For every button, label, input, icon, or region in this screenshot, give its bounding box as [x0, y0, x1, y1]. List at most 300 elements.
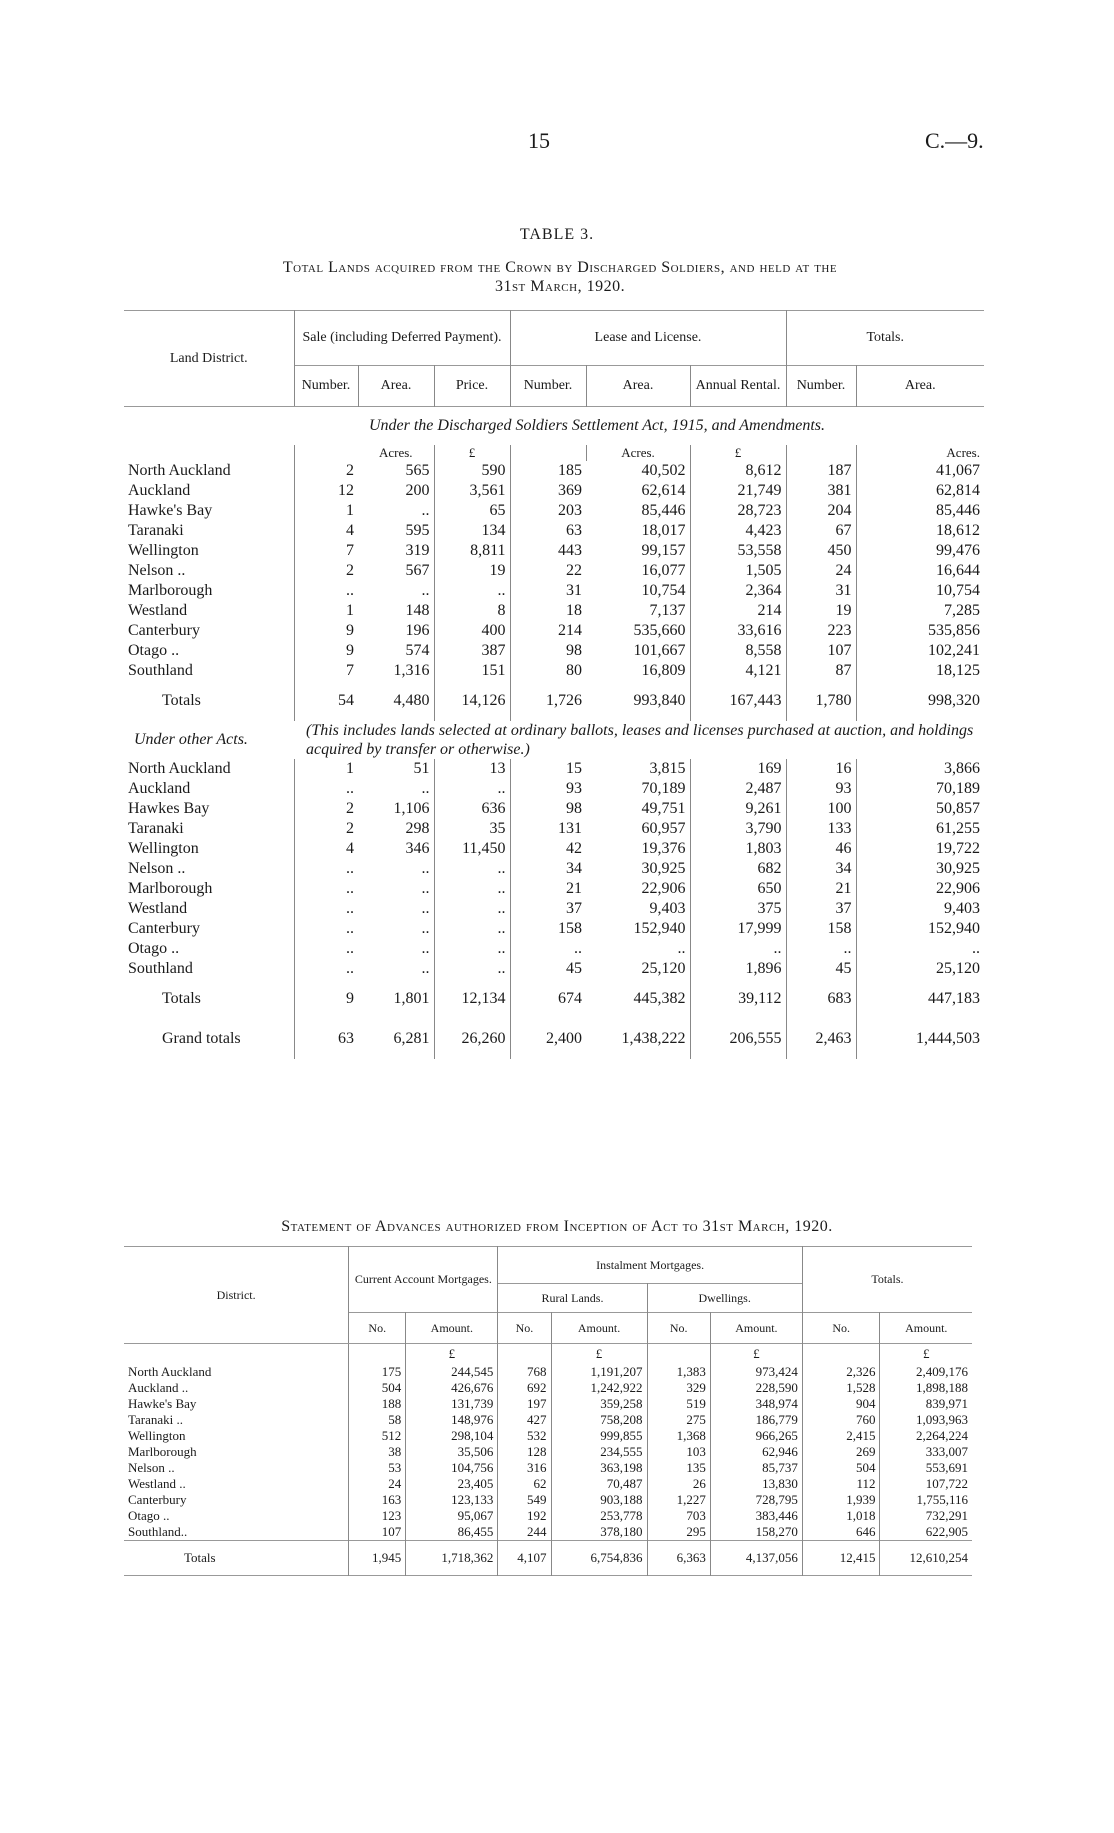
sale-number: .. — [294, 879, 358, 899]
tot-amount: 1,898,188 — [880, 1380, 972, 1396]
district-name: Otago .. — [128, 1508, 170, 1523]
ca-amount: 104,756 — [406, 1460, 498, 1476]
ca-no: 512 — [349, 1428, 406, 1444]
sale-price: .. — [434, 859, 510, 879]
tot-amount: 553,691 — [880, 1460, 972, 1476]
ca-amount: 426,676 — [406, 1380, 498, 1396]
annual-rental: 1,896 — [690, 959, 786, 979]
sale-number: 1 — [294, 601, 358, 621]
tot-amount: 1,755,116 — [880, 1492, 972, 1508]
dwell-amount: 13,830 — [710, 1476, 802, 1492]
sale-number: .. — [294, 959, 358, 979]
rural-amount: 70,487 — [551, 1476, 647, 1492]
district-name: Southland — [128, 960, 193, 977]
tot-amount: 2,409,176 — [880, 1364, 972, 1380]
sale-number: 63 — [294, 1019, 358, 1059]
sale-price: .. — [434, 899, 510, 919]
sale-area: .. — [421, 582, 430, 599]
dwell-amount: 728,795 — [710, 1492, 802, 1508]
rural-no: 128 — [498, 1444, 551, 1460]
unit-pound: £ — [551, 1344, 647, 1365]
table-row — [124, 561, 984, 581]
district-name: Canterbury — [128, 1492, 187, 1507]
dwell-amount: 85,737 — [710, 1460, 802, 1476]
tot-amount: 2,264,224 — [880, 1428, 972, 1444]
ca-amount: 23,405 — [406, 1476, 498, 1492]
table-row — [124, 521, 984, 541]
lease-area: .. — [677, 940, 686, 957]
annual-rental: 9,261 — [690, 799, 786, 819]
annual-rental: 682 — [690, 859, 786, 879]
page-number: 15 — [528, 128, 550, 153]
district-name: Auckland — [128, 482, 191, 499]
sale-number: 1 — [294, 759, 358, 779]
lease-area: 19,376 — [641, 840, 686, 857]
section2-note: (This includes lands selected at ordinary ballots, leases and licenses purchased at auction, and holdings acquired by transfer or otherwise.) — [306, 722, 974, 758]
table-row — [124, 959, 984, 979]
lease-area: 99,157 — [641, 542, 686, 559]
sale-price: .. — [434, 919, 510, 939]
district-name: Hawke's Bay — [128, 502, 213, 519]
annual-rental: 375 — [690, 899, 786, 919]
dwell-no: 295 — [647, 1524, 710, 1541]
dwell-no: 519 — [647, 1396, 710, 1412]
totals-area: 22,906 — [856, 879, 984, 899]
rural-no: 197 — [498, 1396, 551, 1412]
ca-no: 53 — [349, 1460, 406, 1476]
totals-area: 18,612 — [856, 521, 984, 541]
dwell-no: 703 — [647, 1508, 710, 1524]
totals-number: 450 — [786, 541, 856, 561]
totals-number: 34 — [786, 859, 856, 879]
table-row — [124, 939, 984, 959]
sale-price: .. — [434, 581, 510, 601]
district-name: Taranaki .. — [128, 1412, 184, 1427]
totals-number: 1,780 — [786, 681, 856, 721]
rural-no: 427 — [498, 1412, 551, 1428]
sale-area: .. — [421, 780, 430, 797]
dwell-no: 135 — [647, 1460, 710, 1476]
statement-table — [124, 1246, 972, 1576]
district-name: Nelson .. — [128, 562, 186, 579]
col-district: District. — [124, 1247, 349, 1344]
annual-rental: 2,364 — [690, 581, 786, 601]
totals-number: 100 — [786, 799, 856, 819]
sale-price: 400 — [434, 621, 510, 641]
lease-area: 3,815 — [649, 760, 686, 777]
district-name: Westland .. — [128, 1476, 186, 1491]
section1-heading: Under the Discharged Soldiers Settlement Act, 1915, and Amendments. — [368, 417, 826, 434]
annual-rental: 4,423 — [690, 521, 786, 541]
sale-area: 346 — [405, 840, 430, 857]
totals-area: 152,940 — [856, 919, 984, 939]
lease-number: 1,726 — [510, 681, 586, 721]
tot-no: 2,326 — [802, 1364, 880, 1380]
district-name: Taranaki — [128, 522, 184, 539]
ca-no: 188 — [349, 1396, 406, 1412]
col-ca-no: No. — [349, 1313, 406, 1344]
totals-number: 683 — [786, 979, 856, 1019]
totals-area: 50,857 — [856, 799, 984, 819]
unit-acres: Acres. — [586, 445, 690, 461]
annual-rental: 33,616 — [690, 621, 786, 641]
rural-amount: 903,188 — [551, 1492, 647, 1508]
tot-no: 904 — [802, 1396, 880, 1412]
dwell-no: 1,368 — [647, 1428, 710, 1444]
col-lease-number: Number. — [510, 366, 586, 407]
tot-amount: 732,291 — [880, 1508, 972, 1524]
unit-pound: £ — [710, 1344, 802, 1365]
totals-area: 85,446 — [856, 501, 984, 521]
sale-price: 387 — [434, 641, 510, 661]
col-totals-number: Number. — [786, 366, 856, 407]
rural-no: 768 — [498, 1364, 551, 1380]
col-ca-amount: Amount. — [406, 1313, 498, 1344]
table-row — [124, 1428, 972, 1444]
totals-area: 70,189 — [856, 779, 984, 799]
tot-amount: 1,093,963 — [880, 1412, 972, 1428]
sale-price: 12,134 — [434, 979, 510, 1019]
rural-amount: 999,855 — [551, 1428, 647, 1444]
lease-area: 60,957 — [641, 820, 686, 837]
table-row — [124, 1460, 972, 1476]
ca-no: 58 — [349, 1412, 406, 1428]
sale-price: 134 — [434, 521, 510, 541]
rural-amount: 363,198 — [551, 1460, 647, 1476]
ca-amount: 244,545 — [406, 1364, 498, 1380]
rural-no: 532 — [498, 1428, 551, 1444]
tot-no: 646 — [802, 1524, 880, 1541]
dwell-amount: 158,270 — [710, 1524, 802, 1541]
grp-current-account: Current Account Mortgages. — [349, 1247, 498, 1313]
table-row — [124, 879, 984, 899]
col-tot-amount: Amount. — [880, 1313, 972, 1344]
totals-number: 21 — [786, 879, 856, 899]
sale-number: 54 — [294, 681, 358, 721]
rural-amount: 1,242,922 — [551, 1380, 647, 1396]
col-dwell-no: No. — [647, 1313, 710, 1344]
sale-price: 11,450 — [434, 839, 510, 859]
totals-area: 62,814 — [856, 481, 984, 501]
lease-area: 49,751 — [641, 800, 686, 817]
ca-no: 1,945 — [349, 1541, 406, 1576]
sale-number: 7 — [294, 541, 358, 561]
lease-number: .. — [510, 939, 586, 959]
totals-area: 30,925 — [856, 859, 984, 879]
totals-number: 19 — [786, 601, 856, 621]
dwell-amount: 62,946 — [710, 1444, 802, 1460]
sale-price: 590 — [434, 461, 510, 481]
lease-area: 25,120 — [641, 960, 686, 977]
totals-number: 24 — [786, 561, 856, 581]
annual-rental: 21,749 — [690, 481, 786, 501]
district-name: Marlborough — [128, 582, 213, 599]
district-name: Wellington — [128, 1428, 186, 1443]
table-row — [124, 759, 984, 779]
totals-area: 61,255 — [856, 819, 984, 839]
dwell-no: 1,227 — [647, 1492, 710, 1508]
rural-no: 316 — [498, 1460, 551, 1476]
table3 — [124, 310, 984, 1059]
table3-subtitle-line2: 31st March, 1920. — [494, 278, 626, 295]
grp-instalment: Instalment Mortgages. — [498, 1247, 802, 1284]
table3-title: TABLE 3. — [519, 226, 595, 243]
dwell-amount: 348,974 — [710, 1396, 802, 1412]
col-rural-no: No. — [498, 1313, 551, 1344]
totals-number: 45 — [786, 959, 856, 979]
lease-number: 674 — [510, 979, 586, 1019]
rural-amount: 6,754,836 — [551, 1541, 647, 1576]
totals-number: 37 — [786, 899, 856, 919]
tot-no: 504 — [802, 1460, 880, 1476]
dwell-amount: 228,590 — [710, 1380, 802, 1396]
sale-number: 9 — [294, 641, 358, 661]
totals-number: 133 — [786, 819, 856, 839]
totals-number: .. — [786, 939, 856, 959]
rural-no: 4,107 — [498, 1541, 551, 1576]
district-name: Wellington — [128, 542, 199, 559]
tot-no: 2,415 — [802, 1428, 880, 1444]
lease-area: 18,017 — [641, 522, 686, 539]
sale-area: 1,106 — [393, 800, 430, 817]
totals-number: 93 — [786, 779, 856, 799]
sale-area: .. — [421, 880, 430, 897]
rural-no: 244 — [498, 1524, 551, 1541]
lease-area: 7,137 — [649, 602, 686, 619]
table-row — [124, 1396, 972, 1412]
lease-area: 85,446 — [641, 502, 686, 519]
lease-area: 445,382 — [633, 990, 686, 1007]
rural-no: 192 — [498, 1508, 551, 1524]
totals-area: 9,403 — [856, 899, 984, 919]
totals-area: 3,866 — [856, 759, 984, 779]
table-row — [124, 839, 984, 859]
sale-price: .. — [434, 959, 510, 979]
sale-number: 9 — [294, 621, 358, 641]
sale-area: .. — [421, 860, 430, 877]
table-row — [124, 1492, 972, 1508]
annual-rental: 39,112 — [690, 979, 786, 1019]
ca-amount: 35,506 — [406, 1444, 498, 1460]
district-name: North Auckland — [128, 1364, 212, 1379]
totals-number: 46 — [786, 839, 856, 859]
unit-pound: £ — [434, 445, 510, 461]
district-name: Southland — [128, 662, 193, 679]
totals-area: .. — [856, 939, 984, 959]
dwell-amount: 973,424 — [710, 1364, 802, 1380]
table-row — [124, 919, 984, 939]
table-row — [124, 541, 984, 561]
lease-number: 45 — [510, 959, 586, 979]
grp-sale: Sale (including Deferred Payment). — [294, 311, 510, 366]
sale-area: 319 — [405, 542, 430, 559]
ca-amount: 298,104 — [406, 1428, 498, 1444]
lease-area: 62,614 — [641, 482, 686, 499]
annual-rental: 53,558 — [690, 541, 786, 561]
lease-area: 16,809 — [641, 662, 686, 679]
col-lease-area: Area. — [586, 366, 690, 407]
table-row — [124, 581, 984, 601]
table-row — [124, 501, 984, 521]
sale-number: 4 — [294, 839, 358, 859]
table-row — [124, 1524, 972, 1541]
dwell-amount: 186,779 — [710, 1412, 802, 1428]
lease-area: 22,906 — [641, 880, 686, 897]
totals-number: 67 — [786, 521, 856, 541]
sale-area: 595 — [405, 522, 430, 539]
dwell-amount: 4,137,056 — [710, 1541, 802, 1576]
unit-pound: £ — [880, 1344, 972, 1365]
lease-area: 1,438,222 — [621, 1030, 686, 1047]
sale-area: .. — [421, 900, 430, 917]
section2-label: Under other Acts. — [134, 731, 248, 748]
sale-price: 65 — [434, 501, 510, 521]
sale-price: 8,811 — [434, 541, 510, 561]
lease-number: 158 — [510, 919, 586, 939]
sale-area: 1,801 — [393, 990, 430, 1007]
tot-amount: 839,971 — [880, 1396, 972, 1412]
lease-number: 185 — [510, 461, 586, 481]
totals-number: 31 — [786, 581, 856, 601]
sale-number: .. — [294, 859, 358, 879]
col-tot-no: No. — [802, 1313, 880, 1344]
table-row — [124, 859, 984, 879]
annual-rental: 167,443 — [690, 681, 786, 721]
ca-amount: 123,133 — [406, 1492, 498, 1508]
annual-rental: 214 — [690, 601, 786, 621]
lease-number: 93 — [510, 779, 586, 799]
sale-price: 8 — [434, 601, 510, 621]
district-name: Westland — [128, 900, 188, 917]
lease-area: 9,403 — [649, 900, 686, 917]
sale-price: .. — [434, 939, 510, 959]
lease-area: 70,189 — [641, 780, 686, 797]
sale-area: .. — [421, 940, 430, 957]
sale-area: 200 — [405, 482, 430, 499]
table-row — [124, 641, 984, 661]
annual-rental: 8,612 — [690, 461, 786, 481]
district-name: North Auckland — [128, 760, 231, 777]
totals-number: 107 — [786, 641, 856, 661]
table-row — [124, 1380, 972, 1396]
district-name: Auckland .. — [128, 1380, 189, 1395]
totals-area: 10,754 — [856, 581, 984, 601]
rural-no: 62 — [498, 1476, 551, 1492]
ca-amount: 95,067 — [406, 1508, 498, 1524]
col-annual-rental: Annual Rental. — [690, 366, 786, 407]
grp-lease: Lease and License. — [510, 311, 786, 366]
grp-totals: Totals. — [786, 311, 984, 366]
table-row — [124, 899, 984, 919]
totals-number: 16 — [786, 759, 856, 779]
totals-area: 1,444,503 — [856, 1019, 984, 1059]
ca-no: 24 — [349, 1476, 406, 1492]
district-name: North Auckland — [128, 462, 231, 479]
sale-number: 2 — [294, 819, 358, 839]
sale-price: 26,260 — [434, 1019, 510, 1059]
annual-rental: 17,999 — [690, 919, 786, 939]
sale-number: 9 — [294, 979, 358, 1019]
totals-area: 447,183 — [856, 979, 984, 1019]
district-name: Southland.. — [128, 1524, 188, 1539]
lease-number: 98 — [510, 799, 586, 819]
tot-no: 1,018 — [802, 1508, 880, 1524]
dwell-no: 103 — [647, 1444, 710, 1460]
ca-amount: 86,455 — [406, 1524, 498, 1541]
lease-number: 37 — [510, 899, 586, 919]
district-name: Nelson .. — [128, 860, 186, 877]
totals-number: 223 — [786, 621, 856, 641]
totals-number: 158 — [786, 919, 856, 939]
table-row — [124, 1444, 972, 1460]
col-totals-area: Area. — [856, 366, 984, 407]
district-name: Canterbury — [128, 920, 200, 937]
rural-amount: 234,555 — [551, 1444, 647, 1460]
sale-number: .. — [294, 779, 358, 799]
district-name: Hawkes Bay — [128, 800, 210, 817]
sale-price: 3,561 — [434, 481, 510, 501]
totals-number: 204 — [786, 501, 856, 521]
lease-number: 22 — [510, 561, 586, 581]
lease-number: 131 — [510, 819, 586, 839]
annual-rental: 3,790 — [690, 819, 786, 839]
totals-area: 535,856 — [856, 621, 984, 641]
dwell-no: 26 — [647, 1476, 710, 1492]
district-name: Otago .. — [128, 940, 180, 957]
sale-area: 4,480 — [393, 692, 430, 709]
sale-area: 298 — [405, 820, 430, 837]
dwell-no: 1,383 — [647, 1364, 710, 1380]
sale-number: .. — [294, 919, 358, 939]
rural-amount: 758,208 — [551, 1412, 647, 1428]
rural-no: 692 — [498, 1380, 551, 1396]
ca-no: 175 — [349, 1364, 406, 1380]
totals-area: 7,285 — [856, 601, 984, 621]
lease-number: 18 — [510, 601, 586, 621]
lease-number: 203 — [510, 501, 586, 521]
ca-no: 504 — [349, 1380, 406, 1396]
sale-area: .. — [421, 960, 430, 977]
table-row — [124, 1412, 972, 1428]
lease-area: 40,502 — [641, 462, 686, 479]
table-row — [124, 1476, 972, 1492]
table-row — [124, 799, 984, 819]
table3-subtitle — [130, 258, 990, 296]
lease-number: 369 — [510, 481, 586, 501]
lease-number: 42 — [510, 839, 586, 859]
totals-area: 25,120 — [856, 959, 984, 979]
lease-number: 15 — [510, 759, 586, 779]
tot-no: 269 — [802, 1444, 880, 1460]
sale-area: 574 — [405, 642, 430, 659]
ca-no: 163 — [349, 1492, 406, 1508]
ca-no: 107 — [349, 1524, 406, 1541]
tot-no: 12,415 — [802, 1541, 880, 1576]
rural-amount: 253,778 — [551, 1508, 647, 1524]
dwell-no: 6,363 — [647, 1541, 710, 1576]
sale-number: 2 — [294, 461, 358, 481]
totals-row — [124, 979, 984, 1019]
table-row — [124, 461, 984, 481]
col-sale-number: Number. — [294, 366, 358, 407]
tot-amount: 12,610,254 — [880, 1541, 972, 1576]
document-code: C.—9. — [925, 128, 984, 153]
ca-amount: 148,976 — [406, 1412, 498, 1428]
statement-title: Statement of Advances authorized from Inception of Act to 31st March, 1920. — [281, 1218, 833, 1235]
table3-subtitle-line1: Total Lands acquired from the Crown by Discharged Soldiers, and held at the — [282, 259, 838, 276]
annual-rental: 169 — [690, 759, 786, 779]
totals-number: 87 — [786, 661, 856, 681]
